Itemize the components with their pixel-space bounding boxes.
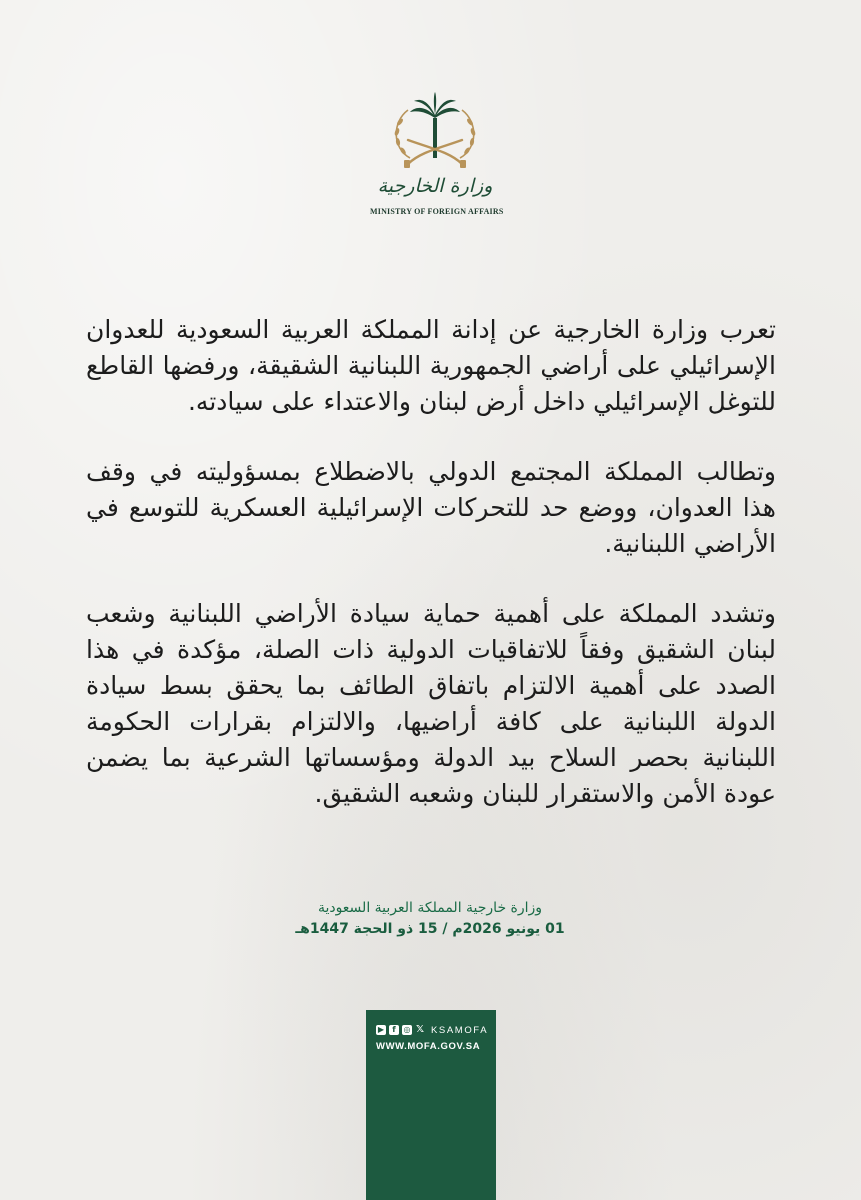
statement-body — [86, 312, 776, 846]
signature-block — [200, 898, 660, 940]
svg-text:وزارة الخارجية: وزارة الخارجية — [377, 175, 493, 197]
website-link[interactable]: WWW.MOFA.GOV.SA — [376, 1041, 481, 1052]
statement-paragraph-2: وتطالب المملكة المجتمع الدولي بالاضطلاع بمسؤوليته في وقف هذا العدوان، ووضع حد للتحركات الإسرائيلية العسكرية للتوسع في الأراضي اللبنانية. — [86, 457, 776, 558]
statement-paragraph-3: وتشدد المملكة على أهمية حماية سيادة الأراضي اللبنانية وشعب لبنان الشقيق وفقاً للاتفاقيات الدولية ذات الصلة، مؤكدة في هذا الصدد على أهمية الالتزام باتفاق الطائف بما يحقق بسط سيادة الدولة اللبنانية على كافة أراضيها، والالتزام بقرارات الحكومة اللبنانية بحصر السلاح بيد الدولة ومؤسساتها الشرعية بما يضمن عودة الأمن والاستقرار للبنان وشعبه الشقيق. — [86, 599, 776, 808]
statement-paragraph-1: تعرب وزارة الخارجية عن إدانة المملكة العربية السعودية للعدوان الإسرائيلي على أراضي الجمهورية اللبنانية الشقيقة، ورفضها القاطع للتوغل الإسرائيلي داخل أرض لبنان والاعتداء على سيادته. — [86, 315, 776, 416]
ministry-english-name: MINISTRY OF FOREIGN AFFAIRS — [370, 207, 504, 216]
youtube-icon[interactable]: ▶ — [377, 1025, 385, 1034]
footer-contact-panel — [366, 1010, 496, 1200]
palm-and-swords-emblem — [370, 88, 500, 206]
ministry-logo — [370, 88, 504, 218]
facebook-icon[interactable]: f — [389, 1025, 399, 1035]
instagram-icon[interactable]: ◎ — [403, 1025, 411, 1034]
social-handle[interactable]: KSAMOFA — [431, 1024, 489, 1036]
x-icon[interactable]: 𝕏 — [415, 1024, 425, 1035]
social-row — [376, 1023, 488, 1037]
signature-date: 01 يونيو 2026م / 15 ذو الحجة 1447هـ — [295, 921, 565, 937]
signature-name: وزارة خارجية المملكة العربية السعودية — [317, 900, 543, 916]
